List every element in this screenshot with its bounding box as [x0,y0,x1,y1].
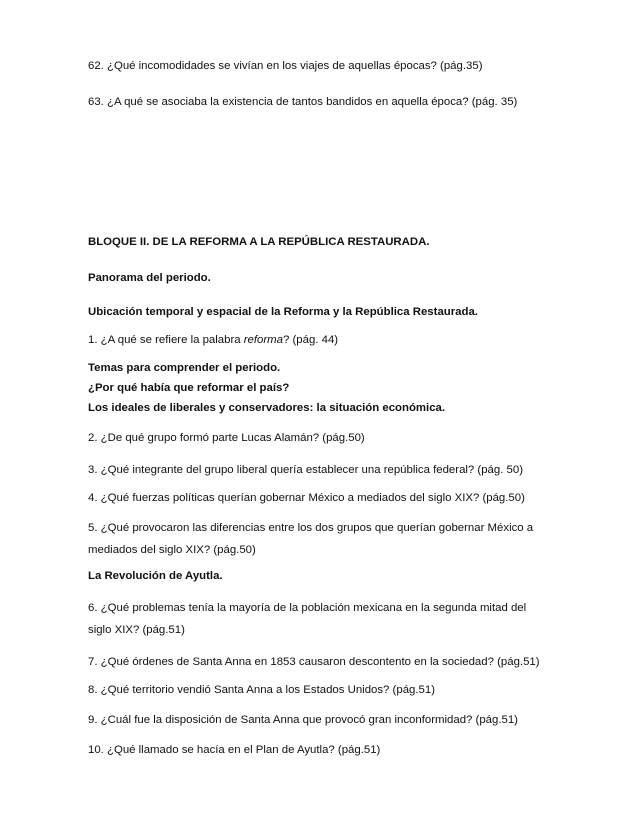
question-3: 3. ¿Qué integrante del grupo liberal quería establecer una república federal? (pág. 50) [88,464,524,476]
question-5-line-1: 5. ¿Qué provocaron las diferencias entre los dos grupos que querían gobernar México a [88,522,534,534]
por-que-heading: ¿Por qué había que reformar el país? [88,382,290,394]
question-7: 7. ¿Qué órdenes de Santa Anna en 1853 causaron descontento en la sociedad? (pág.51) [88,656,540,668]
question-8: 8. ¿Qué territorio vendió Santa Anna a los Estados Unidos? (pág.51) [88,684,435,696]
panorama-heading: Panorama del periodo. [88,272,211,284]
question-10: 10. ¿Qué llamado se hacía en el Plan de Ayutla? (pág.51) [88,744,381,756]
temas-heading: Temas para comprender el periodo. [88,362,281,374]
question-1-prefix: 1. ¿A qué se refiere la palabra [88,334,244,346]
ideales-heading: Los ideales de liberales y conservadores: la situación económica. [88,402,446,414]
question-1 [88,330,558,350]
question-5-line-2: mediados del siglo XIX? (pág.50) [88,544,256,556]
question-6-line-1: 6. ¿Qué problemas tenía la mayoría de la población mexicana en la segunda mitad del [88,602,527,614]
question-4: 4. ¿Qué fuerzas políticas querían gobernar México a mediados del siglo XIX? (pág.50) [88,492,525,504]
question-1-emphasis: reforma [243,334,284,346]
question-1-suffix: ? (pág. 44) [283,334,339,346]
question-63: 63. ¿A qué se asociaba la existencia de tantos bandidos en aquella época? (pág. 35) [88,96,518,108]
question-2: 2. ¿De qué grupo formó parte Lucas Alamán? (pág.50) [88,432,365,444]
bloque-title: BLOQUE II. DE LA REFORMA A LA REPÚBLICA RESTAURADA. [88,236,430,248]
question-9: 9. ¿Cuál fue la disposición de Santa Anna que provocó gran inconformidad? (pág.51) [88,714,518,726]
ayutla-heading: La Revolución de Ayutla. [88,570,223,582]
question-6-line-2: siglo XIX? (pág.51) [88,624,185,636]
question-62: 62. ¿Qué incomodidades se vivían en los viajes de aquellas épocas? (pág.35) [88,60,483,72]
ubicacion-heading: Ubicación temporal y espacial de la Reforma y la República Restaurada. [88,306,478,318]
